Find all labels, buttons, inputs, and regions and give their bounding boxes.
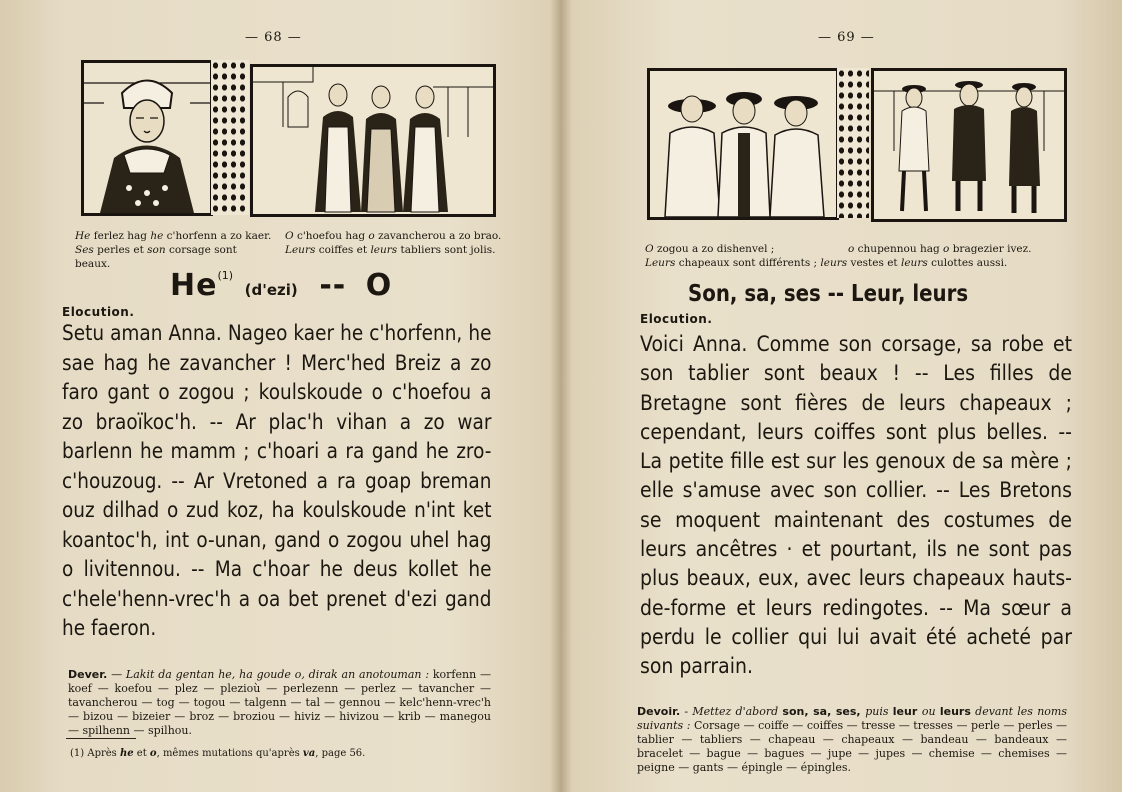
caption-word: Leurs <box>285 244 316 256</box>
caption-text: coiffes et <box>315 244 371 256</box>
footnote-text: , page 56. <box>315 748 366 759</box>
lesson-body: Voici Anna. Comme son corsage, sa robe et son tablier sont beaux ! -- Les filles de Bretagne sont fières de leurs chapeaux ; cependant, leurs coiffes sont plus belles. -- La petite fille est sur les genoux de sa mère ; elle s'amuse avec son collier. -- Les Bretons se moquent maintenant des costumes de leurs ancêtres · et pourtant, ils ne sont pas plus beaux, eux, avec leurs chapeaux hauts-de-forme et leurs redingotes. -- Ma sœur a perdu le collier qui lui avait été acheté par son parrain. <box>640 332 1072 679</box>
title-main: He <box>170 268 218 303</box>
caption-word: Leurs <box>645 257 676 269</box>
exercise-instruction: devant les noms suivants : <box>637 705 1067 732</box>
exercise <box>637 705 1067 775</box>
illustration-woman-portrait <box>81 60 213 216</box>
exercise-dash: - <box>680 705 693 718</box>
elocution-label: Elocution. <box>640 312 713 326</box>
caption-text: c'hoefou hag <box>293 230 369 242</box>
right-page <box>566 0 1122 792</box>
footnote-word: he <box>119 748 134 759</box>
exercise-instruction: Mettez d'abord <box>692 705 783 718</box>
exercise-words: leurs <box>939 705 971 718</box>
lesson-title <box>170 268 430 303</box>
exercise-list: Corsage — coiffe — coiffes — tresse — tresses — perle — perles — tablier — tabliers — chapeau — chapeaux — bandeau — bandeaux — bracelet — bague — bagues — jupe — jupes — chemise — chemises — peigne — gants — épingle — épingles. <box>637 719 1068 774</box>
dotted-border <box>837 68 869 218</box>
exercise-instruction: ou <box>921 705 940 718</box>
illustration-three-women <box>250 64 496 217</box>
footnote <box>70 748 365 759</box>
caption-word: o <box>368 230 375 242</box>
caption-word: son <box>147 244 166 256</box>
caption-word: he <box>150 230 164 242</box>
exercise <box>68 668 491 738</box>
exercise-instruction: puis <box>865 705 893 718</box>
caption-word: o <box>848 243 855 255</box>
lesson-title: Son, sa, ses -- Leur, leurs <box>688 281 969 307</box>
caption-text: bragezier ivez. <box>949 243 1032 255</box>
caption-text: ferlez hag <box>90 230 151 242</box>
dotted-border <box>211 60 249 215</box>
exercise-label: Dever. <box>68 668 108 681</box>
caption-word: Ses <box>75 244 94 256</box>
caption-word: leurs <box>820 257 848 269</box>
caption-word: O <box>645 243 654 255</box>
caption-text: zavancherou a zo brao. <box>374 230 502 242</box>
page-number: — 68 — <box>245 30 302 45</box>
caption-word: o <box>943 243 950 255</box>
exercise-label: Devoir. <box>637 705 681 718</box>
footnote-rule <box>66 738 136 739</box>
left-page <box>0 0 556 792</box>
exercise-words: son, sa, ses, <box>782 705 866 718</box>
illustration-men-costumes <box>871 68 1067 222</box>
footnote-text: et <box>133 748 150 759</box>
caption-text: tabliers sont jolis. <box>397 244 496 256</box>
page-number: — 69 — <box>818 30 875 45</box>
caption-text: c'horfenn a zo kaer. <box>163 230 272 242</box>
caption-breton-2 <box>848 242 1068 256</box>
footnote-word: o <box>149 748 157 759</box>
caption-text: perles et <box>93 244 148 256</box>
caption-breton <box>75 229 275 271</box>
caption-word: leurs <box>370 244 398 256</box>
caption-word: O <box>285 230 294 242</box>
caption-text: chapeaux sont différents ; <box>675 257 821 269</box>
caption-text: vestes et <box>847 257 901 269</box>
exercise-instruction: — Lakit da gentan he, ha goude o, dirak an anotouman : <box>107 668 430 681</box>
footnote-text: , mêmes mutations qu'après <box>156 748 303 759</box>
caption-breton-1 <box>645 242 835 256</box>
title-footnote-mark: (1) <box>217 269 234 282</box>
exercise-words: leur <box>892 705 922 718</box>
lesson-body: Setu aman Anna. Nageo kaer he c'horfenn, he sae hag he zavancher ! Merc'hed Breiz a zo faro gant o zogou ; koulskoude o c'hoefou a zo braoïkoc'h. -- Ar plac'h vihan a zo war barlenn he mamm ; c'hoari a ra gand he zro-c'houzoug. -- Ar Vretoned a ra goap breman ouz dilhad o zud koz, ha koulskoude n'int ket koantoc'h, int o-unan, gand o zogou uhel hag o livitennou. -- Ma c'hoar he deus kollet he c'hele'henn-vrec'h a oa bet prenet d'ezi gand he faeron. <box>62 321 492 640</box>
elocution-label: Elocution. <box>62 305 135 319</box>
footnote-text: (1) Après <box>70 748 120 759</box>
caption-word: leurs <box>900 257 928 269</box>
caption-text: culottes aussi. <box>927 257 1008 269</box>
caption-text: zogou a zo dishenvel ; <box>653 243 775 255</box>
title-separator: -- <box>319 268 347 303</box>
footnote-word: va <box>302 748 316 759</box>
title-gloss: (d'ezi) <box>244 281 298 299</box>
exercise-list: korfenn — koef — koefou — plez — plezioù — perlezenn — perlez — tavancher — tavancherou — tog — togou — talgenn — tal — gennou — kelc'henn-vrec'h — bizou — bizeier — broz — broziou — hiviz — hivizou — krib — manegou — spilhenn — spilhou. <box>68 668 491 737</box>
title-second: O <box>365 268 393 303</box>
caption-text: chupennou hag <box>854 243 944 255</box>
caption-text: corsage sont beaux. <box>75 244 237 270</box>
caption-word: He <box>75 230 91 242</box>
caption-french <box>645 256 1075 270</box>
caption-french <box>285 229 505 257</box>
illustration-three-men-hats <box>647 68 839 220</box>
